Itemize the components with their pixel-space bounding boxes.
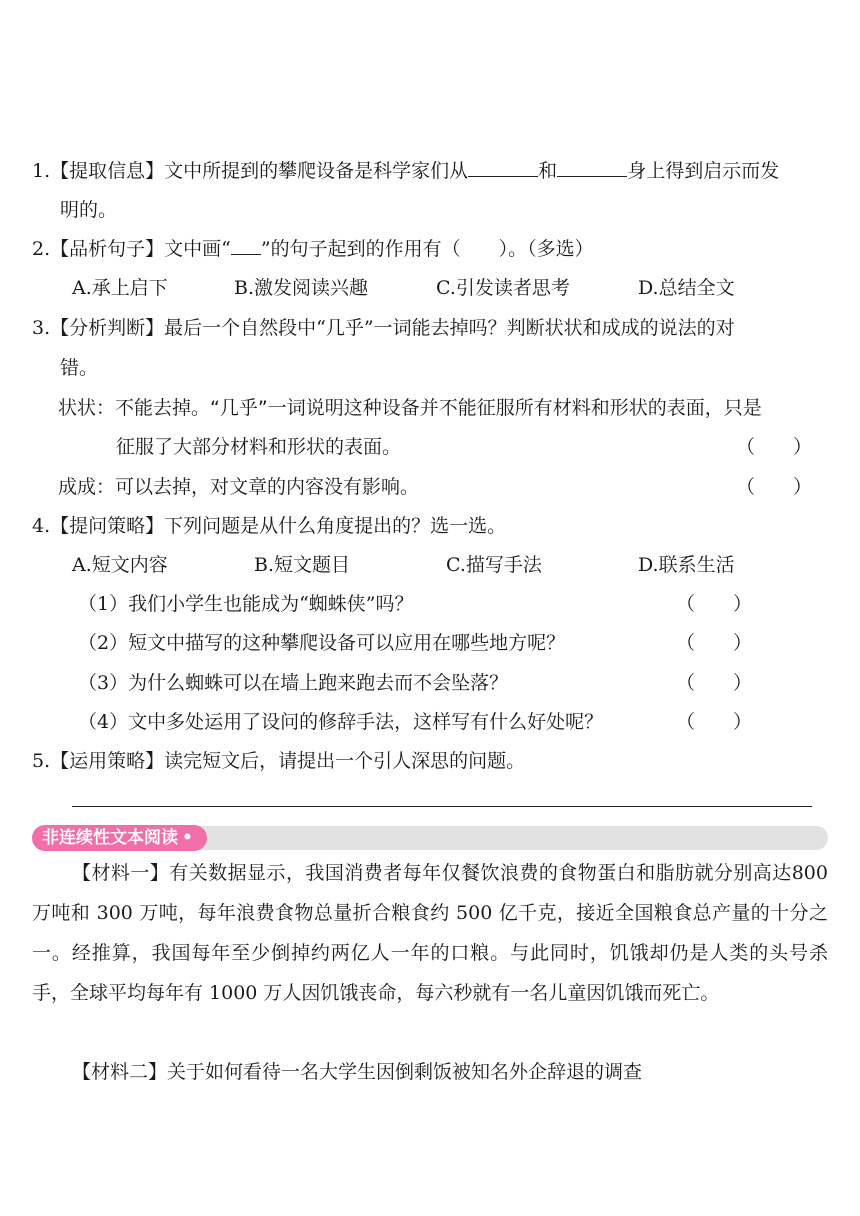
- question-text: 最后一个自然段中“几乎”一词能去掉吗？判断状状和成成的说法的对: [164, 317, 735, 339]
- bullet-dot-icon: •: [182, 828, 193, 848]
- question-tag: 【运用策略】: [50, 750, 165, 772]
- sub-question-4: （4）文中多处运用了设问的修辞手法，这样写有什么好处呢？: [78, 711, 604, 733]
- answer-blank[interactable]: [468, 158, 538, 177]
- question-tag: 【提取信息】: [50, 160, 165, 182]
- underline-mark: [231, 238, 261, 255]
- question-3-continued: 错。: [60, 357, 99, 379]
- option-b[interactable]: B.激发阅读兴趣: [234, 277, 369, 299]
- question-number: 5.: [32, 750, 51, 772]
- material-text: 有关数据显示，我国消费者每年仅餐饮浪费的食物蛋白和脂肪就分别高达800 万吨和 300 万吨，每年浪费食物总量折合粮食约 500 亿千克，接近全国粮食总产量的十分之一。经推算，我国每年至少倒掉约两亿人一年的口粮。与此同时，饥饿却仍是人类的头号杀手，全球平均每年有 1000 万人因饥饿丧命，每六秒就有一名儿童因饥饿而死亡。: [32, 862, 828, 1004]
- answer-paren-1[interactable]: （ ）: [676, 593, 753, 615]
- option-d[interactable]: D.总结全文: [638, 277, 735, 299]
- question-text: 文中所提到的攀爬设备是科学家们从: [164, 160, 469, 182]
- question-text: 下列问题是从什么角度提出的？选一选。: [164, 515, 507, 537]
- statement-chengcheng: [58, 475, 419, 499]
- question-tag: 【分析判断】: [50, 317, 165, 339]
- option-a[interactable]: A.短文内容: [72, 554, 168, 576]
- option-c[interactable]: C.引发读者思考: [436, 277, 570, 299]
- speaker-name: 成成：: [58, 476, 116, 498]
- question-1-continued: 明的。: [60, 199, 118, 221]
- question-number: 3.: [32, 317, 51, 339]
- material-tag: 【材料二】: [72, 1061, 168, 1083]
- sub-question-1: （1）我们小学生也能成为“蜘蛛侠”吗？: [78, 593, 414, 615]
- question-text: ”的句子起到的作用有（ ）。（多选）: [260, 238, 594, 260]
- section-title: [32, 825, 207, 851]
- question-text: 读完短文后，请提出一个引人深思的问题。: [164, 750, 526, 772]
- sub-question-2: （2）短文中描写的这种攀爬设备可以应用在哪些地方呢？: [78, 632, 566, 654]
- answer-paren-4[interactable]: （ ）: [676, 711, 753, 733]
- question-5: [32, 749, 525, 773]
- sub-question-3: （3）为什么蜘蛛可以在墙上跑来跑去而不会坠落？: [78, 672, 509, 694]
- question-4: [32, 514, 506, 538]
- question-3: [32, 316, 735, 340]
- question-number: 1.: [32, 160, 51, 182]
- question-number: 2.: [32, 238, 51, 260]
- statement-text: 可以去掉，对文章的内容没有影响。: [115, 476, 420, 498]
- question-1: [32, 158, 779, 183]
- section-title-text: 非连续性文本阅读: [42, 828, 178, 848]
- judgement-paren-1[interactable]: （ ）: [736, 436, 813, 458]
- answer-line[interactable]: [72, 806, 812, 807]
- statement-zhuangzhuang: [58, 396, 762, 420]
- material-tag: 【材料一】: [72, 862, 170, 884]
- answer-paren-3[interactable]: （ ）: [676, 672, 753, 694]
- material-1-paragraph: [32, 853, 828, 1013]
- option-c[interactable]: C.描写手法: [446, 554, 542, 576]
- question-tag: 【提问策略】: [50, 515, 165, 537]
- speaker-name: 状状：: [58, 397, 116, 419]
- option-a[interactable]: A.承上启下: [72, 277, 168, 299]
- material-text: 关于如何看待一名大学生因倒剩饭被知名外企辞退的调查: [167, 1061, 643, 1083]
- question-text: 和: [538, 160, 558, 182]
- question-number: 4.: [32, 515, 51, 537]
- question-tag: 【品析句子】: [50, 238, 165, 260]
- answer-paren-2[interactable]: （ ）: [676, 632, 753, 654]
- question-2: [32, 237, 594, 261]
- option-d[interactable]: D.联系生活: [638, 554, 735, 576]
- material-2-paragraph: [72, 1060, 642, 1084]
- judgement-paren-2[interactable]: （ ）: [736, 476, 813, 498]
- option-b[interactable]: B.短文题目: [254, 554, 351, 576]
- statement-zhuangzhuang-continued: 征服了大部分材料和形状的表面。: [116, 436, 402, 458]
- statement-text: 不能去掉。“几乎”一词说明这种设备并不能征服所有材料和形状的表面，只是: [115, 397, 762, 419]
- answer-blank[interactable]: [557, 158, 627, 177]
- question-text: 文中画“: [164, 238, 231, 260]
- question-text: 身上得到启示而发: [627, 160, 780, 182]
